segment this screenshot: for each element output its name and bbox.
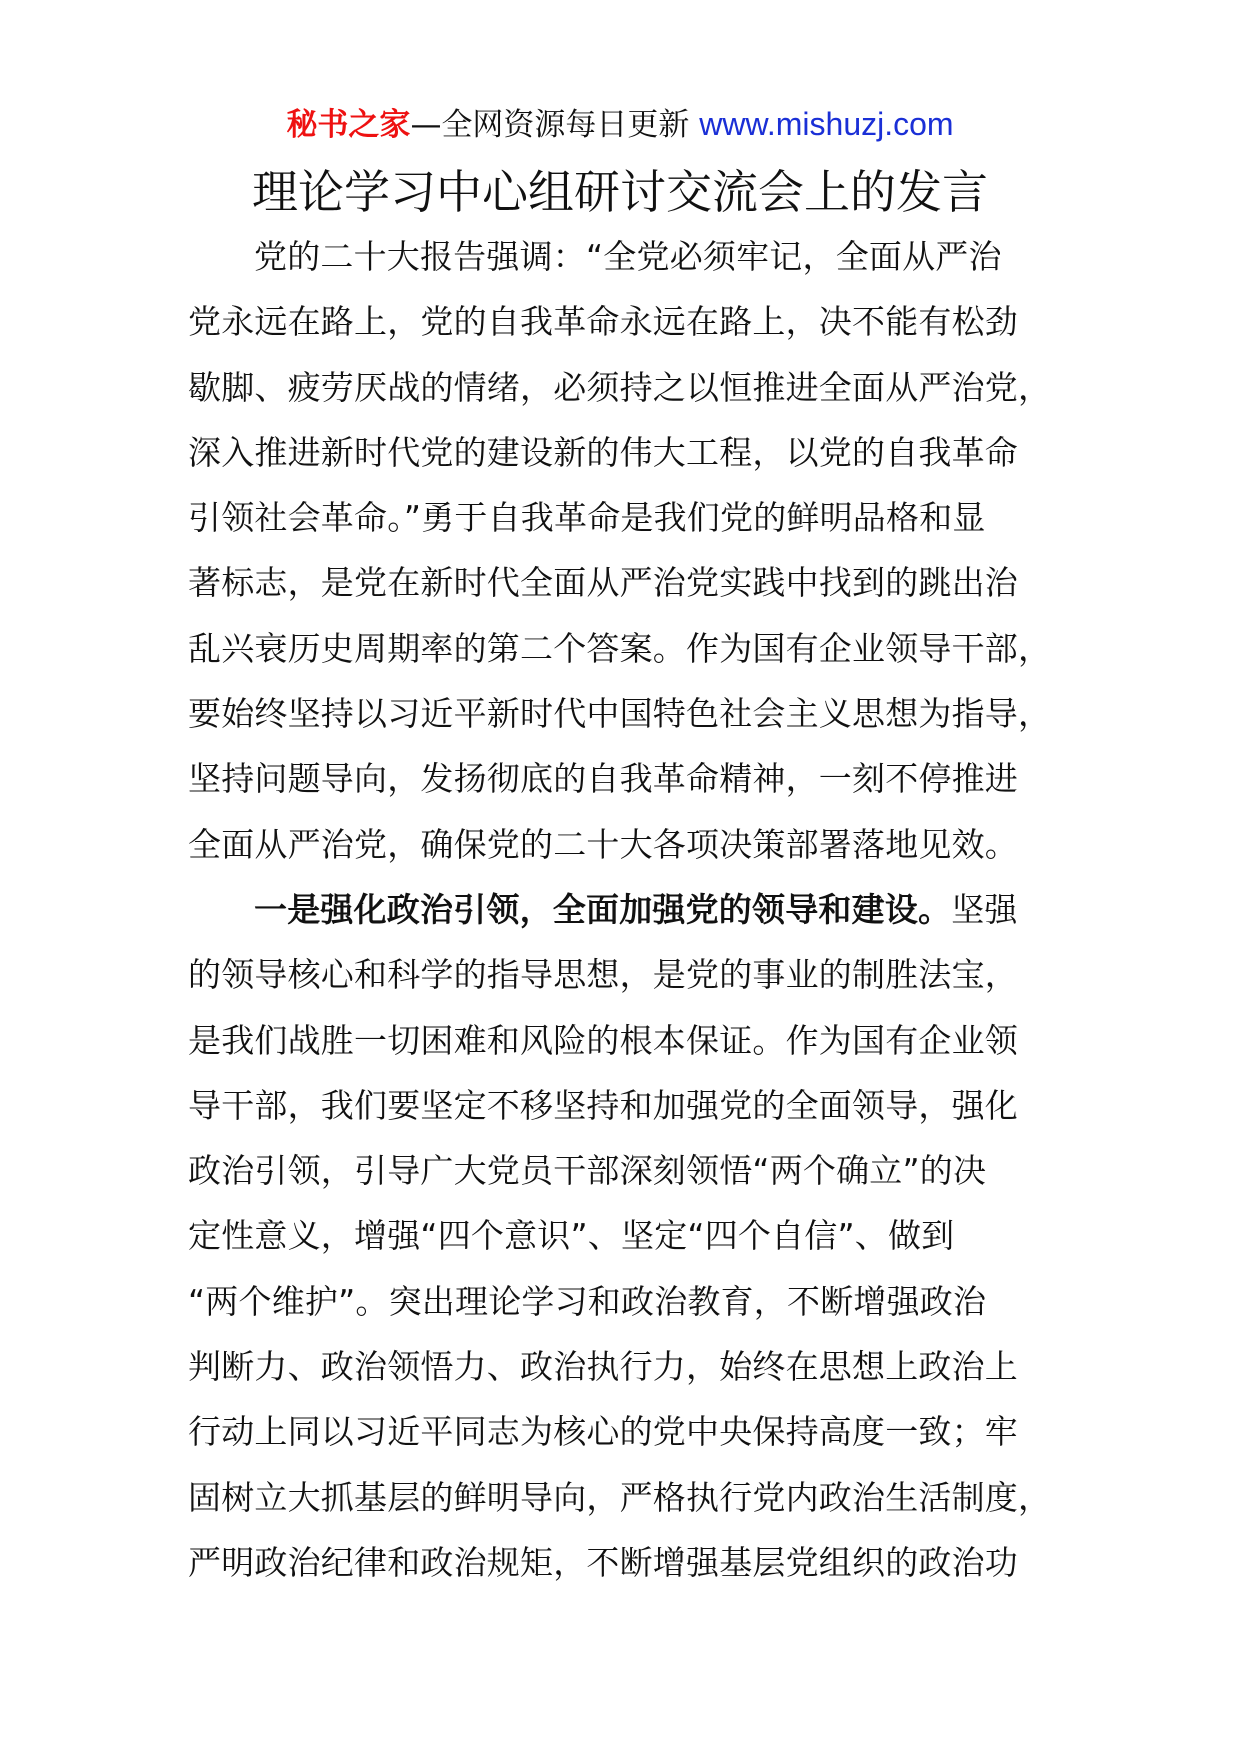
paragraph-1-line: 深入推进新时代党的建设新的伟大工程，以党的自我革命: [188, 432, 1018, 472]
paragraph-1-line: 党的二十大报告强调：“全党必须牢记，全面从严治: [254, 237, 1002, 276]
paragraph-2-line: 行动上同以习近平同志为核心的党中央保持高度一致；牢: [188, 1412, 1018, 1452]
header-tagline: —全网资源每日更新: [410, 107, 690, 143]
paragraph-2-line: 严明政治纪律和政治规矩，不断增强基层党组织的政治功: [188, 1542, 1018, 1582]
paragraph-2-line: “两个维护”。突出理论学习和政治教育，不断增强政治: [188, 1281, 987, 1321]
site-header: [0, 102, 1240, 147]
paragraph-1-line: 党永远在路上，党的自我革命永远在路上，决不能有松劲: [188, 302, 1018, 342]
paragraph-2-line: 政治引领，引导广大党员干部深刻领悟“两个确立”的决: [188, 1151, 987, 1191]
paragraph-1-line: 著标志，是党在新时代全面从严治党实践中找到的跳出治: [188, 563, 1018, 603]
paragraph-2-line: 固树立大抓基层的鲜明导向，严格执行党内政治生活制度，: [188, 1477, 1052, 1517]
paragraph-1-line: 乱兴衰历史周期率的第二个答案。作为国有企业领导干部，: [188, 628, 1052, 668]
paragraph-1-line: 要始终坚持以习近平新时代中国特色社会主义思想为指导，: [188, 694, 1052, 734]
paragraph-2-first-text: 坚强: [951, 889, 1018, 929]
paragraph-1-line: 全面从严治党，确保党的二十大各项决策部署落地见效。: [188, 824, 1018, 864]
document-title: 理论学习中心组研讨交流会上的发言: [252, 165, 988, 219]
brand-name: 秘书之家: [286, 107, 411, 143]
paragraph-1-line: 歇脚、疲劳厌战的情绪，必须持之以恒推进全面从严治党，: [188, 367, 1052, 407]
paragraph-2-line: 是我们战胜一切困难和风险的根本保证。作为国有企业领: [188, 1020, 1018, 1060]
site-url-link[interactable]: www.mishuzj.com: [699, 106, 954, 142]
paragraph-1-line: 坚持问题导向，发扬彻底的自我革命精神，一刻不停推进: [188, 759, 1018, 799]
paragraph-2-line: 导干部，我们要坚定不移坚持和加强党的全面领导，强化: [188, 1085, 1018, 1125]
paragraph-2-line: 定性意义，增强“四个意识”、坚定“四个自信”、做到: [188, 1216, 955, 1256]
paragraph-2-line: 判断力、政治领悟力、政治执行力，始终在思想上政治上: [188, 1347, 1018, 1387]
document-body: [188, 224, 1068, 1595]
paragraph-1-line: 引领社会革命。”勇于自我革命是我们党的鲜明品格和显: [188, 498, 986, 538]
section-heading-1: 一是强化政治引领，全面加强党的领导和建设。: [254, 889, 952, 929]
paragraph-2-first-line: [188, 877, 1068, 942]
paragraph-2-line: 的领导核心和科学的指导思想，是党的事业的制胜法宝，: [188, 955, 1018, 995]
